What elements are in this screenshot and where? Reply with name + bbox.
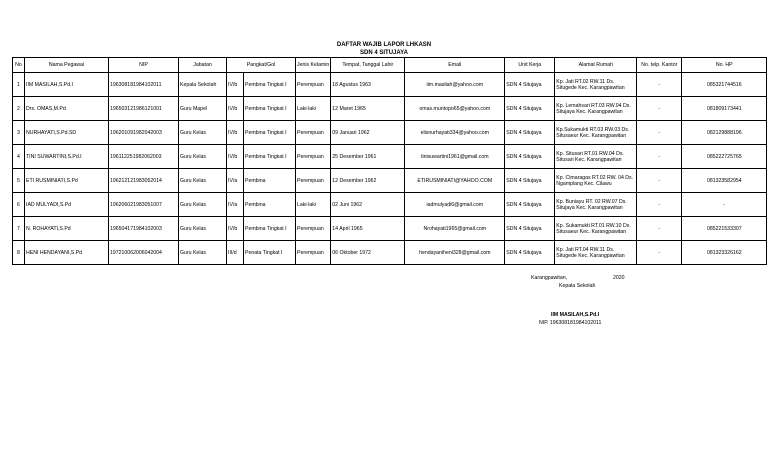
- cell-hp: 085321744516: [682, 73, 767, 97]
- cell-pangkat: Pembina Tingkat I: [244, 121, 296, 145]
- cell-nama: HENI HENDAYANI,S.Pd: [25, 241, 109, 265]
- signature-nip: NIP. 196308181984102011: [539, 320, 602, 326]
- cell-unit: SDN 4 Situjaya: [505, 217, 555, 241]
- cell-jabatan: Guru Kelas: [179, 169, 227, 193]
- cell-unit: SDN 4 Situjaya: [505, 169, 555, 193]
- cell-telp: -: [637, 241, 682, 265]
- cell-email: hendayaniheni328@gmail.com: [405, 241, 505, 265]
- cell-jk: Laki-laki: [296, 193, 331, 217]
- cell-email: Nrohayati1965@gmail.com: [405, 217, 505, 241]
- cell-nip: 196201091982042003: [109, 121, 179, 145]
- cell-hp: -: [682, 193, 767, 217]
- cell-nama: ETI RUSMINIATI,S.Pd: [25, 169, 109, 193]
- cell-gol: IV/b: [227, 73, 244, 97]
- cell-unit: SDN 4 Situjaya: [505, 121, 555, 145]
- col-hp: No. HP: [682, 58, 767, 73]
- table-header: [13, 58, 767, 73]
- cell-hp: 082129888196: [682, 121, 767, 145]
- cell-hp: 085222725765: [682, 145, 767, 169]
- cell-ttl: 06 Oktober 1972: [331, 241, 405, 265]
- cell-no: 4: [13, 145, 25, 169]
- signature-place: Karangpawitan,: [531, 275, 568, 281]
- cell-no: 7: [13, 217, 25, 241]
- cell-email: tinisuwartini1961@gmail.com: [405, 145, 505, 169]
- col-nama: Nama Pegawai: [25, 58, 109, 73]
- cell-telp: -: [637, 145, 682, 169]
- cell-unit: SDN 4 Situjaya: [505, 193, 555, 217]
- subtitle-line: SDN 4 SITUJAYA: [360, 50, 408, 56]
- cell-jk: Perempuan: [296, 217, 331, 241]
- table-row: [13, 193, 767, 217]
- cell-jk: Laki-laki: [296, 97, 331, 121]
- col-alamat: Alamat Rumah: [555, 58, 637, 73]
- cell-email: iadmulyadi6@gmail.com: [405, 193, 505, 217]
- cell-unit: SDN 4 Situjaya: [505, 97, 555, 121]
- cell-alamat: Kp. Situsari RT.01 RW.04 Ds. Situsari Kec. Karangpawitan: [555, 145, 637, 169]
- cell-gol: IV/b: [227, 97, 244, 121]
- cell-nama: N. ROHAYATI,S.Pd: [25, 217, 109, 241]
- cell-hp: 085221533307: [682, 217, 767, 241]
- cell-gol: IV/a: [227, 169, 244, 193]
- cell-no: 8: [13, 241, 25, 265]
- cell-email: iim.masilah@yahoo.com: [405, 73, 505, 97]
- cell-jk: Perempuan: [296, 241, 331, 265]
- table-row: [13, 145, 767, 169]
- cell-nip: 196504171984102003: [109, 217, 179, 241]
- cell-unit: SDN 4 Situjaya: [505, 241, 555, 265]
- cell-nama: NURHAYATI,S.Pd.SD: [25, 121, 109, 145]
- cell-hp: 081323582954: [682, 169, 767, 193]
- cell-ttl: 14 April 1965: [331, 217, 405, 241]
- cell-hp: 081323326162: [682, 241, 767, 265]
- cell-pangkat: Pembina Tingkat I: [244, 145, 296, 169]
- col-pangkat: Pangkat/Gol: [227, 58, 296, 73]
- cell-ttl: 09 Januari 1962: [331, 121, 405, 145]
- cell-alamat: Kp. Jati RT.04 RW.11 Ds. Situgede Kec. Karangpawitan: [555, 241, 637, 265]
- cell-pangkat: Pembina Tingkat I: [244, 217, 296, 241]
- col-unit: Unit Kerja: [505, 58, 555, 73]
- col-jabatan: Jabatan: [179, 58, 227, 73]
- col-jenis-kelamin: Jenis Kelamin: [296, 58, 331, 73]
- cell-alamat: Kp. Jati RT.02 RW.11 Ds. Situgede Kec. Karangpawitan: [555, 73, 637, 97]
- cell-no: 5: [13, 169, 25, 193]
- cell-jabatan: Guru Kelas: [179, 241, 227, 265]
- cell-ttl: 12 Maret 1965: [331, 97, 405, 121]
- cell-pangkat: Pembina: [244, 169, 296, 193]
- cell-alamat: Kp.Sukamukti RT.03 RW.03 Ds. Situsaeur Kec. Karangpawitan: [555, 121, 637, 145]
- col-no: No: [13, 58, 25, 73]
- cell-no: 2: [13, 97, 25, 121]
- document-title: [0, 41, 768, 57]
- table-row: [13, 97, 767, 121]
- cell-gol: IV/a: [227, 193, 244, 217]
- cell-telp: -: [637, 73, 682, 97]
- cell-pangkat: Pembina Tingkat I: [244, 97, 296, 121]
- cell-no: 3: [13, 121, 25, 145]
- col-ttl: Tempat, Tanggal Lahir: [331, 58, 405, 73]
- cell-gol: IV/b: [227, 121, 244, 145]
- signature-year: 2020: [613, 275, 625, 281]
- cell-telp: -: [637, 217, 682, 241]
- cell-nama: IIM MASILAH,S.Pd.I: [25, 73, 109, 97]
- cell-jabatan: Kepala Sekolah: [179, 73, 227, 97]
- cell-jk: Perempuan: [296, 73, 331, 97]
- cell-nip: 196206021983051007: [109, 193, 179, 217]
- cell-email: omas.muntopo65@yahoo.com: [405, 97, 505, 121]
- cell-telp: -: [637, 193, 682, 217]
- cell-ttl: 25 Desember 1961: [331, 145, 405, 169]
- cell-telp: -: [637, 121, 682, 145]
- cell-pangkat: Pembina: [244, 193, 296, 217]
- cell-nip: 196212121983052014: [109, 169, 179, 193]
- col-telp: No. telp. Kantor: [637, 58, 682, 73]
- cell-alamat: Kp. Sukamukti RT.01 RW.10 Ds. Situsaeur Kec. Karangpawitan: [555, 217, 637, 241]
- cell-nama: Drs. OMAS,M.Pd: [25, 97, 109, 121]
- title-line: DAFTAR WAJIB LAPOR LHKASN: [336, 42, 432, 48]
- cell-pangkat: Pembina Tingkat I: [244, 73, 296, 97]
- employee-table: [12, 57, 767, 265]
- cell-jabatan: Guru Kelas: [179, 217, 227, 241]
- cell-gol: IV/b: [227, 217, 244, 241]
- table-row: [13, 121, 767, 145]
- cell-jk: Perempuan: [296, 145, 331, 169]
- col-nip: NIP: [109, 58, 179, 73]
- cell-no: 1: [13, 73, 25, 97]
- signature-role: Kepala Sekolah: [559, 283, 596, 289]
- cell-nama: TINI SUWARTINI,S.Pd.I: [25, 145, 109, 169]
- cell-nip: 196503121986121001: [109, 97, 179, 121]
- cell-unit: SDN 4 Situjaya: [505, 73, 555, 97]
- table-row: [13, 241, 767, 265]
- cell-jk: Perempuan: [296, 169, 331, 193]
- cell-unit: SDN 4 Situjaya: [505, 145, 555, 169]
- cell-alamat: Kp. Cimaragas RT.02 RW. 04 Ds. Ngamplang Kec. Cilawu: [555, 169, 637, 193]
- cell-jk: Perempuan: [296, 121, 331, 145]
- cell-nama: IAD MULYADI,S.Pd: [25, 193, 109, 217]
- cell-alamat: Kp. Lemahsari RT.03 RW.04 Ds. Situjaya Kec. Karangpawitan: [555, 97, 637, 121]
- cell-nip: 197210062006042004: [109, 241, 179, 265]
- cell-hp: 081809173441: [682, 97, 767, 121]
- cell-gol: IV/b: [227, 145, 244, 169]
- cell-jabatan: Guru Mapel: [179, 97, 227, 121]
- cell-nip: 196308181984102011: [109, 73, 179, 97]
- signature-place-line: [531, 275, 567, 282]
- cell-pangkat: Penata Tingkat I: [244, 241, 296, 265]
- table-row: [13, 73, 767, 97]
- table-row: [13, 217, 767, 241]
- cell-telp: -: [637, 169, 682, 193]
- cell-nip: 196112251982062003: [109, 145, 179, 169]
- cell-ttl: 12 Desember 1962: [331, 169, 405, 193]
- col-email: Email: [405, 58, 505, 73]
- cell-gol: III/d: [227, 241, 244, 265]
- cell-telp: -: [637, 97, 682, 121]
- cell-jabatan: Guru Kelas: [179, 121, 227, 145]
- cell-jabatan: Guru Kelas: [179, 145, 227, 169]
- cell-ttl: 18 Agustus 1963: [331, 73, 405, 97]
- table-row: [13, 169, 767, 193]
- cell-email: ETIRUSMINIATI@YAHOO.COM: [405, 169, 505, 193]
- cell-alamat: Kp. Buniayu RT. 02 RW.07 Ds. Situjaya Kec. Karangpawitan: [555, 193, 637, 217]
- cell-jabatan: Guru Kelas: [179, 193, 227, 217]
- cell-email: elisnurhayati334@yahoo.com: [405, 121, 505, 145]
- signature-name: IIM MASILAH,S.Pd.I: [551, 312, 600, 318]
- cell-ttl: 02 Juni 1962: [331, 193, 405, 217]
- cell-no: 6: [13, 193, 25, 217]
